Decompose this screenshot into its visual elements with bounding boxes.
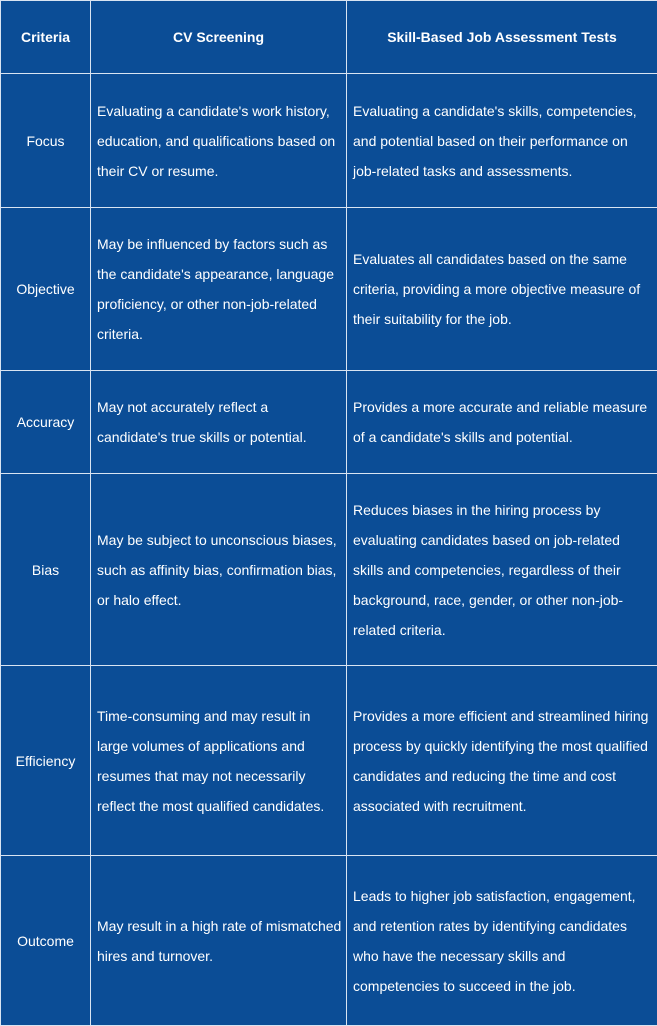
header-row <box>1 1 657 74</box>
header-cv-screening: CV Screening <box>91 1 347 74</box>
cv-screening-cell: Evaluating a candidate's work history, education, and qualifications based on their CV or resume. <box>91 74 347 208</box>
table-row <box>1 666 657 856</box>
skill-tests-cell: Evaluates all candidates based on the same criteria, providing a more objective measure of their suitability for the job. <box>347 208 657 371</box>
header-skill-tests: Skill-Based Job Assessment Tests <box>347 1 657 74</box>
cv-screening-cell: May result in a high rate of mismatched hires and turnover. <box>91 856 347 1026</box>
table-row <box>1 208 657 371</box>
criteria-cell: Objective <box>1 208 91 371</box>
skill-tests-cell: Provides a more efficient and streamlined hiring process by quickly identifying the most qualified candidates and reducing the time and cost associated with recruitment. <box>347 666 657 856</box>
skill-tests-cell: Evaluating a candidate's skills, competencies, and potential based on their performance on job-related tasks and assessments. <box>347 74 657 208</box>
criteria-cell: Outcome <box>1 856 91 1026</box>
table-row <box>1 371 657 474</box>
table-row <box>1 856 657 1026</box>
criteria-cell: Accuracy <box>1 371 91 474</box>
skill-tests-cell: Leads to higher job satisfaction, engagement, and retention rates by identifying candidates who have the necessary skills and competencies to succeed in the job. <box>347 856 657 1026</box>
cv-screening-cell: May be influenced by factors such as the candidate's appearance, language proficiency, or other non-job-related criteria. <box>91 208 347 371</box>
header-criteria: Criteria <box>1 1 91 74</box>
table-row <box>1 474 657 666</box>
cv-screening-cell: May not accurately reflect a candidate's true skills or potential. <box>91 371 347 474</box>
criteria-cell: Bias <box>1 474 91 666</box>
skill-tests-cell: Provides a more accurate and reliable measure of a candidate's skills and potential. <box>347 371 657 474</box>
cv-screening-cell: Time-consuming and may result in large volumes of applications and resumes that may not necessarily reflect the most qualified candidates. <box>91 666 347 856</box>
skill-tests-cell: Reduces biases in the hiring process by evaluating candidates based on job-related skills and competencies, regardless of their background, race, gender, or other non-job-related criteria. <box>347 474 657 666</box>
table-row <box>1 74 657 208</box>
criteria-cell: Focus <box>1 74 91 208</box>
cv-screening-cell: May be subject to unconscious biases, such as affinity bias, confirmation bias, or halo effect. <box>91 474 347 666</box>
criteria-cell: Efficiency <box>1 666 91 856</box>
